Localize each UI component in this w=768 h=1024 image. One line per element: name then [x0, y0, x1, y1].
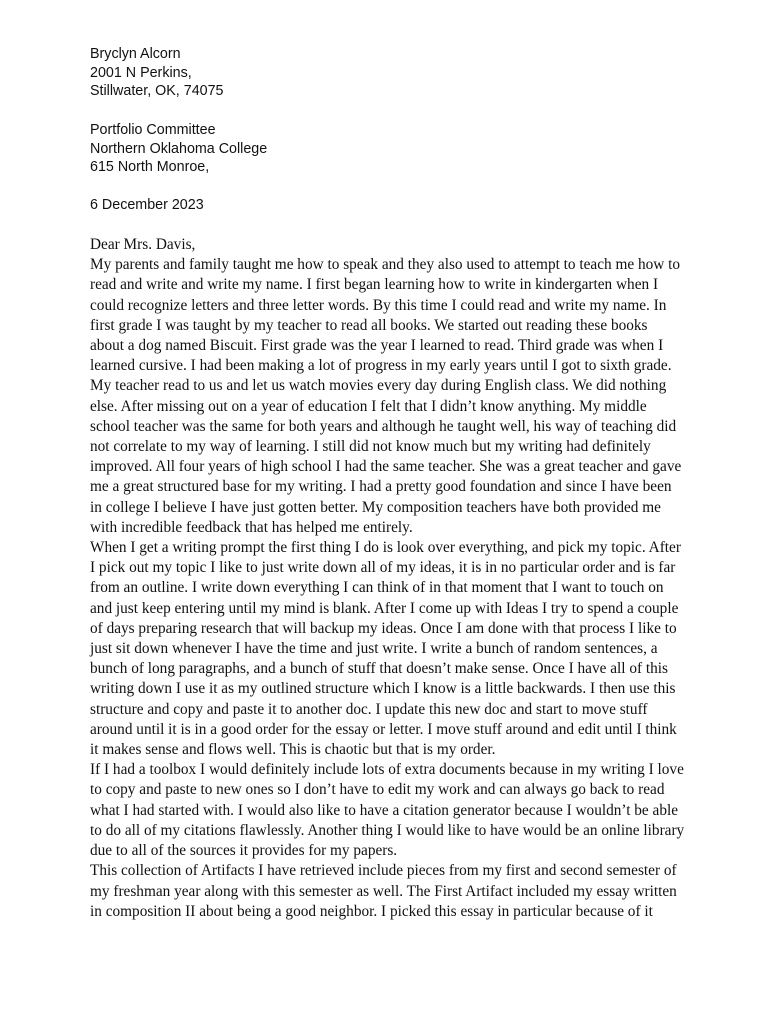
body-line: in college I believe I have just gotten better. My composition teachers have both provided me	[90, 498, 661, 516]
body-line: improved. All four years of high school I had the same teacher. She was a great teacher and gave	[90, 458, 682, 476]
body-line: bunch of long paragraphs, and a bunch of stuff that doesn’t make sense. Once I have all of this	[90, 660, 669, 678]
body-line: school teacher was the same for both years and although he taught well, his way of teaching did	[90, 417, 677, 435]
body-line: writing down I use it as my outlined structure which I know is a little backwards. I then use this	[90, 680, 676, 698]
sender-street: 2001 N Perkins,	[90, 64, 192, 81]
body-line: with incredible feedback that has helped me entirely.	[90, 518, 413, 536]
body-line: read and write and write my name. I first began learning how to write in kindergarten when I	[90, 276, 659, 294]
salutation: Dear Mrs. Davis,	[90, 236, 196, 253]
letter-date	[90, 196, 204, 215]
body-line: This collection of Artifacts I have retrieved include pieces from my first and second semester of	[90, 862, 677, 880]
body-line: in composition II about being a good neighbor. I picked this essay in particular because of it	[90, 902, 653, 920]
body-line: to copy and paste to new ones so I don’t have to edit my work and can always go back to read	[90, 781, 665, 799]
body-line: first grade I was taught by my teacher to read all books. We started out reading these books	[90, 316, 648, 334]
body-line: my freshman year along with this semester as well. The First Artifact included my essay written	[90, 882, 677, 900]
body-line: around until it is in a good order for the essay or letter. I move stuff around and edit until I think	[90, 720, 677, 738]
body-line: to do all of my citations flawlessly. Another thing I would like to have would be an online library	[90, 821, 685, 839]
body-line: My parents and family taught me how to speak and they also used to attempt to teach me how to	[90, 256, 681, 274]
body-lines	[90, 255, 690, 922]
body-line: from an outline. I write down everything I can think of in that moment that I want to touch on	[90, 579, 664, 597]
recipient-line-2: Northern Oklahoma College	[90, 140, 268, 157]
body-line: due to all of the sources it provides for my papers.	[90, 842, 398, 860]
recipient-line-1: Portfolio Committee	[90, 122, 216, 138]
body-line: about a dog named Biscuit. First grade was the year I learned to read. Third grade was when I	[90, 337, 664, 355]
body-line: I pick out my topic I like to just write down all of my ideas, it is in no particular order and is far	[90, 559, 676, 577]
body-line: just sit down whenever I have the time and just write. I write a bunch of random sentences, a	[90, 640, 658, 658]
letter-body	[90, 235, 690, 922]
sender-name: Bryclyn Alcorn	[90, 46, 181, 62]
body-line: When I get a writing prompt the first thing I do is look over everything, and pick my topic. After	[90, 539, 681, 557]
body-line: My teacher read to us and let us watch movies every day during English class. We did nothing	[90, 377, 667, 395]
body-line: me a great structured base for my writing. I had a pretty good foundation and since I have been	[90, 478, 672, 496]
date-text: 6 December 2023	[90, 197, 204, 213]
recipient-line-3: 615 North Monroe,	[90, 159, 210, 176]
body-line: learned cursive. I had been making a lot of progress in my early years until I got to sixth grade.	[90, 357, 672, 375]
body-line: it makes sense and flows well. This is chaotic but that is my order.	[90, 741, 496, 759]
sender-address	[90, 45, 224, 101]
body-line: not correlate to my way of learning. I still did not know much but my writing had definitely	[90, 438, 651, 456]
body-line: what I had started with. I would also like to have a citation generator because I wouldn’t be able	[90, 801, 679, 819]
body-line: and just keep entering until my mind is blank. After I come up with Ideas I try to spend a couple	[90, 599, 679, 617]
recipient-address	[90, 121, 267, 177]
body-line: else. After missing out on a year of education I felt that I didn’t know anything. My middle	[90, 397, 647, 415]
sender-city: Stillwater, OK, 74075	[90, 83, 224, 100]
body-line: of days preparing research that will backup my ideas. Once I am done with that process I like to	[90, 619, 677, 637]
body-line: structure and copy and paste it to another doc. I update this new doc and start to move stuff	[90, 700, 648, 718]
body-line: could recognize letters and three letter words. By this time I could read and write my name. In	[90, 296, 667, 314]
body-line: If I had a toolbox I would definitely include lots of extra documents because in my writing I love	[90, 761, 684, 779]
